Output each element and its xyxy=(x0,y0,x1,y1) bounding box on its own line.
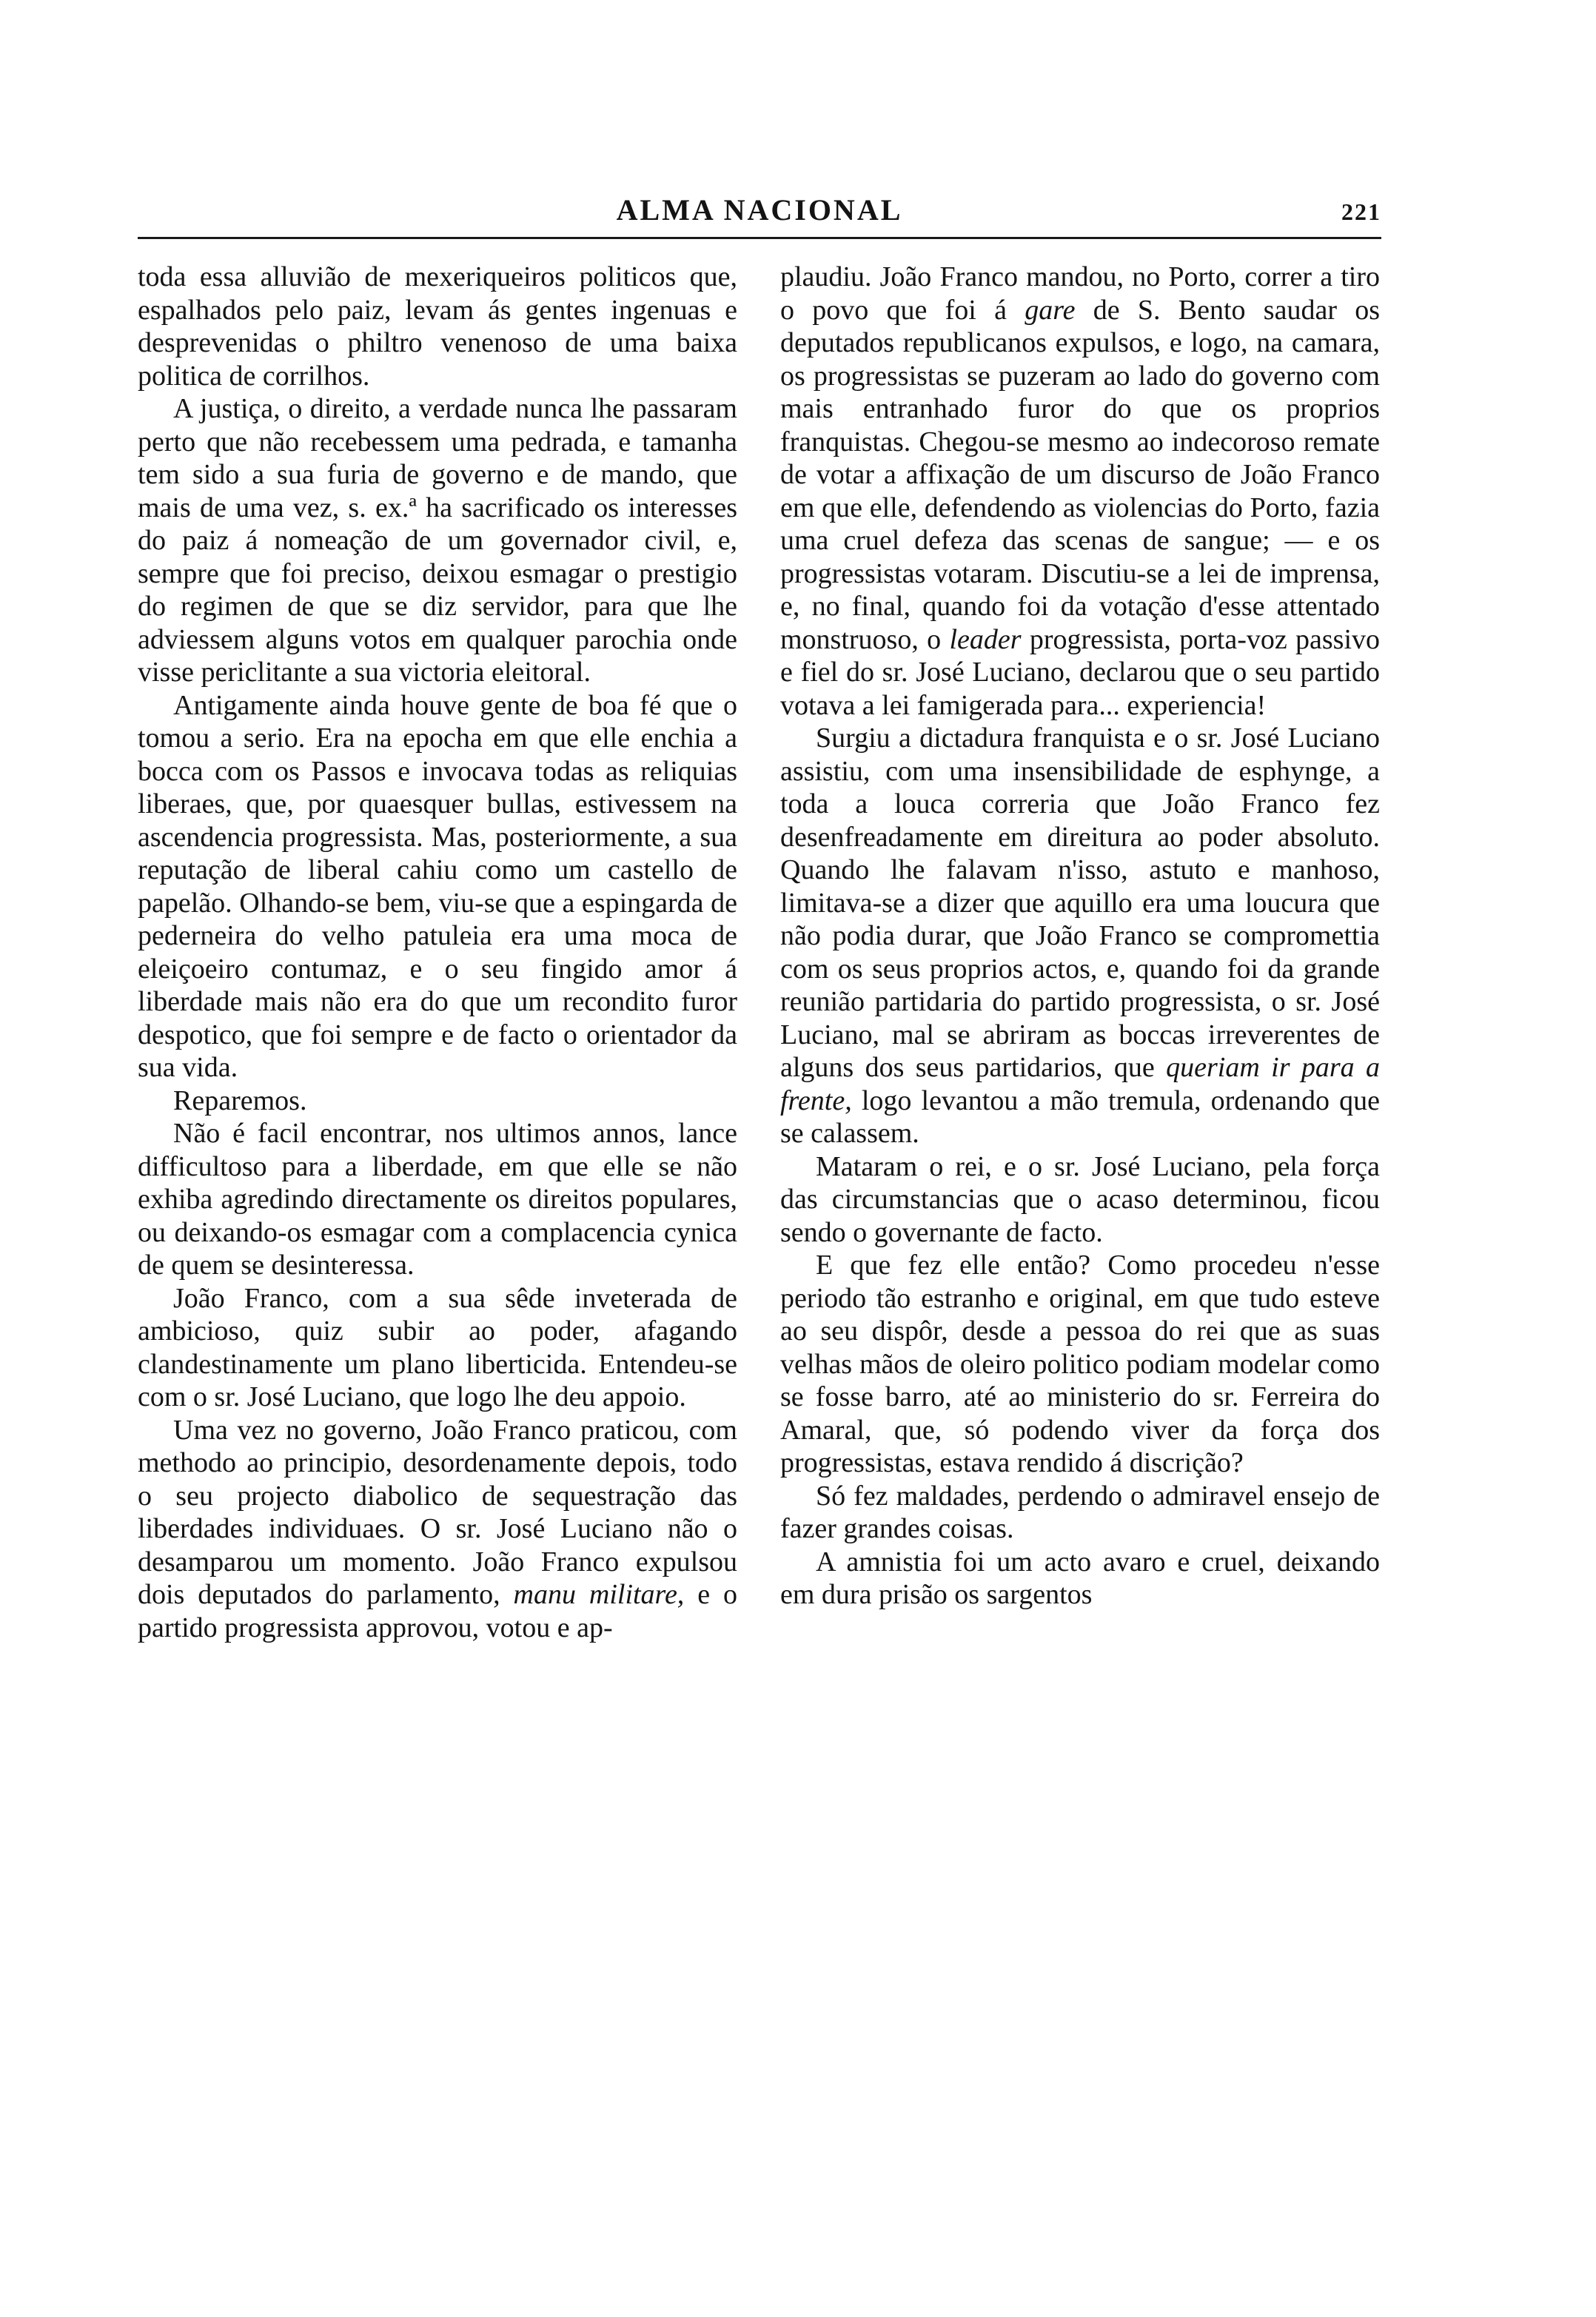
italic-phrase: queriam ir para a frente, xyxy=(780,1052,1381,1116)
text-run: e o partido progressista approvou, votou e ap- xyxy=(138,1579,738,1643)
right-column xyxy=(780,261,1380,1612)
left-column xyxy=(138,261,737,1644)
italic-word: leader xyxy=(949,623,1022,655)
paragraph: toda essa alluvião de mexeriqueiros politicos que, espalhados pelo paiz, levam ás gentes ingenuas e desprevenidas o philtro venenoso de uma baixa politica de corrilhos. xyxy=(138,261,737,392)
paragraph: Reparemos. xyxy=(173,1084,307,1116)
page-number: 221 xyxy=(1341,198,1381,225)
paragraph xyxy=(780,261,1380,722)
paragraph: A amnistia foi um acto avaro e cruel, deixando em dura prisão os sargentos xyxy=(780,1546,1380,1610)
running-title: ALMA NACIONAL xyxy=(616,193,903,227)
page-header xyxy=(138,191,1381,232)
text-run: de S. Bento saudar os deputados republicanos expulsos, e logo, na camara, os progressistas se puzeram ao lado do governo com mais entranhado furor do que os proprios franquistas. Chegou-se mesmo ao indecoroso remate de votar a affixação de um discurso de João Franco em que elle, defendendo as violencias do Porto, fazia uma cruel defeza das scenas de sangue; — e os progressistas votaram. Discutiu-se a lei de imprensa, e, no final, quando foi da votação d'esse attentado monstruoso, o xyxy=(780,294,1381,655)
paragraph xyxy=(780,722,1380,1150)
paragraph: E que fez elle então? Como procedeu n'esse periodo tão estranho e original, em que tudo esteve ao seu dispôr, desde a pessoa do rei que as suas velhas mãos de oleiro politico podiam modelar como se fosse barro, até ao ministerio do sr. Ferreira do Amaral, que, só podendo viver da força dos progressistas, estava rendido á discrição? xyxy=(780,1250,1380,1478)
text-run: Surgiu a dictadura franquista e o sr. José Luciano assistiu, com uma insensibilidade de esphynge, a toda a louca correria que João Franco fez desenfreadamente em direitura ao poder absoluto. Quando lhe falavam n'isso, astuto e manhoso, limitava-se a dizer que aquillo era uma loucura que não podia durar, que João Franco se compromettia com os seus proprios actos, e, quando foi da grande reunião partidaria do partido progressista, o sr. José Luciano, mal se abriram as boccas irreverentes de alguns dos seus partidarios, que xyxy=(780,722,1380,1083)
paragraph: Antigamente ainda houve gente de boa fé que o tomou a serio. Era na epocha em que elle enchia a bocca com os Passos e invocava todas as reliquias liberaes, que, por quaesquer bullas, estivessem na ascendencia progressista. Mas, posteriormente, a sua reputação de liberal cahiu como um castello de papelão. Olhando-se bem, viu-se que a espingarda de pederneira do velho patuleia era uma moca de eleiçoeiro contumaz, e o seu fingido amor á liberdade mais não era do que um recondito furor despotico, que foi sempre e de facto o orientador da sua vida. xyxy=(138,689,737,1083)
text-run: progressista, porta-voz passivo e fiel do sr. José Luciano, declarou que o seu partido votava a lei famigerada para... experiencia! xyxy=(780,623,1381,721)
paragraph: Mataram o rei, e o sr. José Luciano, pela força das circumstancias que o acaso determinou, ficou sendo o governante de facto. xyxy=(780,1150,1380,1248)
paragraph: Não é facil encontrar, nos ultimos annos, lance difficultoso para a liberdade, em que elle se não exhiba agredindo directamente os direitos populares, ou deixando-os esmagar com a complacencia cynica de quem se desinteressa. xyxy=(138,1118,737,1281)
paragraph: João Franco, com a sua sêde inveterada de ambicioso, quiz subir ao poder, afagando clandestinamente um plano liberticida. Entendeu-se com o sr. José Luciano, que logo lhe deu appoio. xyxy=(138,1282,737,1412)
italic-phrase: manu militare, xyxy=(513,1579,685,1610)
text-run: plaudiu. João Franco mandou, no Porto, correr a tiro o povo que foi á xyxy=(780,261,1380,326)
text-run: Uma vez no governo, João Franco praticou, com methodo ao principio, desordenamente depois, todo o seu projecto diabolico de sequestração das liberdades individuaes. O sr. José Luciano não o desamparou um momento. João Franco expulsou dois deputados do parlamento, xyxy=(138,1414,737,1610)
italic-word: gare xyxy=(1025,294,1076,326)
paragraph: A justiça, o direito, a verdade nunca lhe passaram perto que não recebessem uma pedrada, e tamanha tem sido a sua furia de governo e de mando, que mais de uma vez, s. ex.ª ha sacrificado os interesses do paiz á nomeação de um governador civil, e, sempre que foi preciso, deixou esmagar o prestigio do regimen de que se diz servidor, para que lhe adviessem alguns votos em qualquer parochia onde visse periclitante a sua victoria eleitoral. xyxy=(138,393,737,688)
header-rule xyxy=(138,237,1381,239)
text-run: logo levantou a mão tremula, ordenando que se calassem. xyxy=(780,1084,1380,1149)
paragraph: Só fez maldades, perdendo o admiravel ensejo de fazer grandes coisas. xyxy=(780,1480,1380,1544)
paragraph xyxy=(138,1414,737,1645)
